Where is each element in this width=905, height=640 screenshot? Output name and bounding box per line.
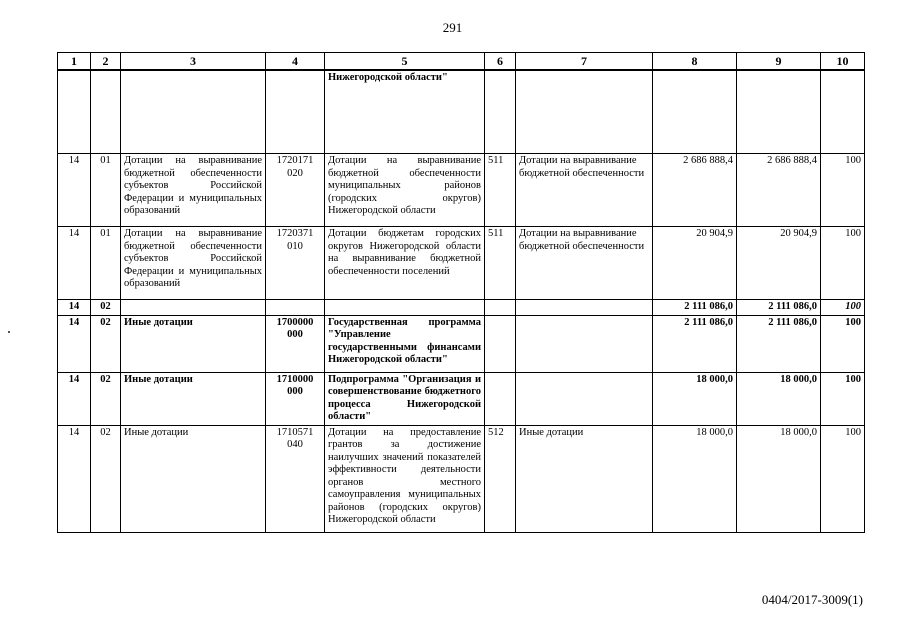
cell-section: 14: [58, 315, 91, 372]
cell-plan: 18 000,0: [653, 425, 737, 532]
cell-percent: 100: [821, 154, 865, 227]
page-number: 291: [442, 20, 463, 35]
cell-subsection: 02: [91, 300, 121, 316]
col-header-8: 8: [653, 53, 737, 71]
margin-dot: [8, 331, 10, 333]
col-header-2: 2: [91, 53, 121, 71]
cell-target-code: 1710000 000: [266, 372, 325, 425]
col-header-9: 9: [737, 53, 821, 71]
cell-plan: 2 111 086,0: [653, 300, 737, 316]
cell-percent: 100: [821, 300, 865, 316]
table-row: [58, 372, 865, 425]
cell-section: 14: [58, 372, 91, 425]
cell-section: [58, 70, 91, 154]
cell-target-name: Нижегородской области": [325, 70, 485, 154]
cell-expense-code: [485, 372, 516, 425]
cell-target-name: [325, 300, 485, 316]
table-row: [58, 425, 865, 532]
table-row: [58, 227, 865, 300]
cell-section: 14: [58, 425, 91, 532]
cell-section-name: Иные дотации: [121, 425, 266, 532]
col-header-4: 4: [266, 53, 325, 71]
cell-actual: 20 904,9: [737, 227, 821, 300]
cell-expense-code: [485, 70, 516, 154]
table-row: [58, 315, 865, 372]
cell-subsection: 02: [91, 425, 121, 532]
cell-target-name: Государственная программа "Управление государственными финансами Нижегородской области": [325, 315, 485, 372]
cell-section: 14: [58, 300, 91, 316]
cell-actual: 2 111 086,0: [737, 315, 821, 372]
cell-percent: 100: [821, 315, 865, 372]
cell-section: 14: [58, 227, 91, 300]
cell-expense-name: Иные дотации: [516, 425, 653, 532]
cell-target-code: 1720171 020: [266, 154, 325, 227]
cell-percent: 100: [821, 425, 865, 532]
cell-target-code: 1720371 010: [266, 227, 325, 300]
table-row: [58, 70, 865, 154]
cell-subsection: 02: [91, 372, 121, 425]
col-header-7: 7: [516, 53, 653, 71]
document-code: 0404/2017-3009(1): [761, 592, 863, 607]
cell-percent: 100: [821, 372, 865, 425]
cell-expense-code: [485, 315, 516, 372]
cell-target-code: 1710571 040: [266, 425, 325, 532]
cell-section-name: Дотации на выравнивание бюджетной обеспеченности субъектов Российской Федерации и муниципальных образований: [121, 154, 266, 227]
budget-table: [57, 52, 865, 533]
cell-target-code: [266, 300, 325, 316]
cell-expense-name: [516, 315, 653, 372]
cell-actual: 18 000,0: [737, 372, 821, 425]
cell-target-name: Дотации бюджетам городских округов Нижегородской области на выравнивание бюджетной обеспеченности поселений: [325, 227, 485, 300]
cell-actual: 2 111 086,0: [737, 300, 821, 316]
col-header-3: 3: [121, 53, 266, 71]
cell-section-name: Дотации на выравнивание бюджетной обеспеченности субъектов Российской Федерации и муниципальных образований: [121, 227, 266, 300]
cell-target-code: 1700000 000: [266, 315, 325, 372]
cell-plan: 20 904,9: [653, 227, 737, 300]
cell-target-name: Дотации на выравнивание бюджетной обеспеченности муниципальных районов (городских округов) Нижегородской области: [325, 154, 485, 227]
cell-section-name: Иные дотации: [121, 315, 266, 372]
cell-expense-code: 511: [485, 227, 516, 300]
cell-subsection: 01: [91, 154, 121, 227]
cell-plan: 2 111 086,0: [653, 315, 737, 372]
cell-percent: [821, 70, 865, 154]
cell-subsection: [91, 70, 121, 154]
cell-expense-code: [485, 300, 516, 316]
cell-expense-name: [516, 300, 653, 316]
cell-percent: 100: [821, 227, 865, 300]
cell-target-name: Подпрограмма "Организация и совершенствование бюджетного процесса Нижегородской области": [325, 372, 485, 425]
cell-expense-code: 511: [485, 154, 516, 227]
cell-expense-name: [516, 70, 653, 154]
cell-section-name: Иные дотации: [121, 372, 266, 425]
cell-plan: 18 000,0: [653, 372, 737, 425]
col-header-10: 10: [821, 53, 865, 71]
cell-expense-name: Дотации на выравнивание бюджетной обеспеченности: [516, 227, 653, 300]
col-header-1: 1: [58, 53, 91, 71]
cell-plan: 2 686 888,4: [653, 154, 737, 227]
cell-subsection: 02: [91, 315, 121, 372]
cell-expense-code: 512: [485, 425, 516, 532]
col-header-5: 5: [325, 53, 485, 71]
cell-expense-name: Дотации на выравнивание бюджетной обеспеченности: [516, 154, 653, 227]
cell-actual: [737, 70, 821, 154]
cell-target-name: Дотации на предоставление грантов за достижение наилучших значений показателей эффективности деятельности органов местного самоуправления муниципальных районов (городских округов) Нижегородской области: [325, 425, 485, 532]
cell-target-code: [266, 70, 325, 154]
header-row: [58, 53, 865, 71]
cell-section-name: [121, 70, 266, 154]
col-header-6: 6: [485, 53, 516, 71]
table-row-subtotal: [58, 300, 865, 316]
cell-subsection: 01: [91, 227, 121, 300]
cell-section: 14: [58, 154, 91, 227]
cell-actual: 18 000,0: [737, 425, 821, 532]
cell-actual: 2 686 888,4: [737, 154, 821, 227]
cell-expense-name: [516, 372, 653, 425]
table-row: [58, 154, 865, 227]
cell-section-name: [121, 300, 266, 316]
cell-plan: [653, 70, 737, 154]
